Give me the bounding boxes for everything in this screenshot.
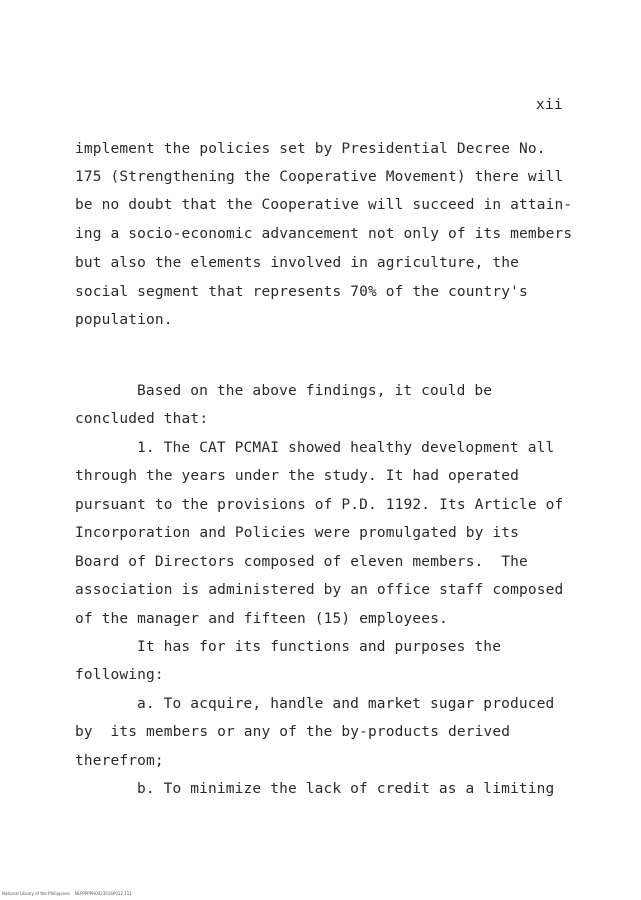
text-line: be no doubt that the Cooperative will succeed in attain- (75, 197, 573, 213)
text-line: by its members or any of the by-products derived (75, 724, 511, 740)
text-line: following: (75, 667, 164, 683)
text-line: therefrom; (75, 753, 164, 769)
text-line: Based on the above findings, it could be (137, 383, 493, 399)
text-line: but also the elements involved in agriculture, the (75, 255, 519, 271)
text-line: 175 (Strengthening the Cooperative Movement) there will (75, 169, 564, 185)
text-line: 1. The CAT PCMAI showed healthy development all (137, 440, 555, 456)
page-number: xii (536, 97, 564, 113)
text-line: population. (75, 312, 173, 328)
text-line: concluded that: (75, 411, 209, 427)
text-line: social segment that represents 70% of the country's (75, 284, 528, 300)
text-line: b. To minimize the lack of credit as a limiting (137, 781, 555, 797)
footer-scan-label: National Library of the Philippines NLPPPPPH0023516P012 111 (2, 891, 132, 896)
text-line: a. To acquire, handle and market sugar produced (137, 696, 555, 712)
text-line: ing a socio-economic advancement not only of its members (75, 226, 573, 242)
text-line: implement the policies set by Presidential Decree No. (75, 141, 546, 157)
text-line: association is administered by an office staff composed (75, 582, 564, 598)
text-line: It has for its functions and purposes the (137, 639, 502, 655)
text-line: pursuant to the provisions of P.D. 1192. Its Article of (75, 497, 564, 513)
text-line: Board of Directors composed of eleven members. The (75, 554, 528, 570)
text-line: Incorporation and Policies were promulgated by its (75, 525, 519, 541)
text-line: of the manager and fifteen (15) employees. (75, 611, 448, 627)
text-line: through the years under the study. It had operated (75, 468, 519, 484)
